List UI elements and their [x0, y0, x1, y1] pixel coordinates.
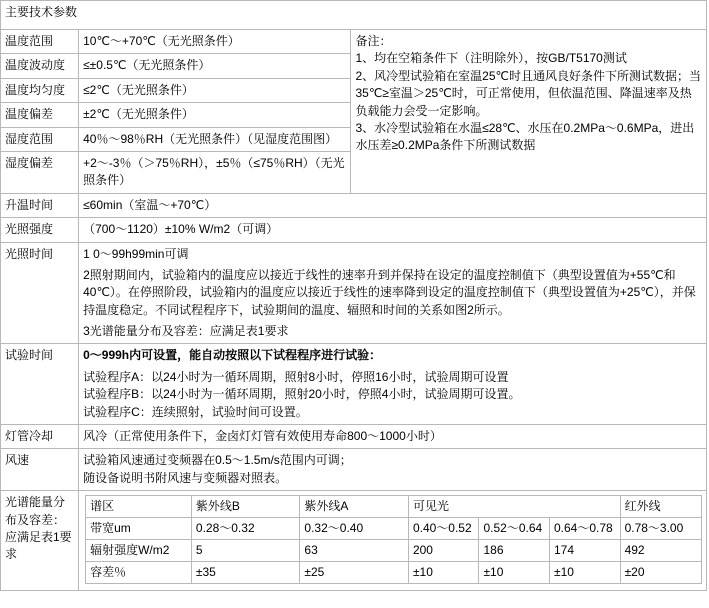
- row-value-humidity-deviation: +2～-3％（＞75％RH），±5％（≤75％RH）（无光照条件）: [79, 151, 351, 193]
- row-value-temp-deviation: ±2℃（无光照条件）: [79, 103, 351, 127]
- row-value-light-intensity: （700～1120）±10% W/m2（可调）: [79, 218, 707, 242]
- table-row: [1, 242, 707, 344]
- spectrum-header-row: [86, 496, 702, 518]
- spectrum-col-1: 紫外线B: [191, 496, 300, 518]
- light-time-p3: 3光谱能量分布及容差：应满足表1要求: [83, 324, 289, 339]
- row-value-test-time: [79, 344, 707, 425]
- table-row: [1, 344, 707, 425]
- row-value-heating-time: ≤60min（室温～+70℃）: [79, 193, 707, 217]
- table-row: [1, 218, 707, 242]
- table-row: [1, 449, 707, 491]
- row-value-temp-range: 10℃～+70℃（无光照条件）: [79, 30, 351, 54]
- spectrum-cell-2-0: ±35: [191, 562, 300, 584]
- note-line-3: 3、水冷型试验箱在水温≤28℃、水压在0.2MPa～0.6MPa，进出水压差≥0.2MPa条件下所测试数据: [355, 120, 695, 153]
- test-time-line-2: 试验程序B：以24小时为一循环周期，照射20小时，停照4小时，试验周期可设置。: [83, 387, 521, 402]
- test-time-line-3: 试验程序C：连续照射，试验时间可设置。: [83, 404, 308, 419]
- row-label-temp-fluctuation: 温度波动度: [1, 54, 79, 78]
- row-value-light-time: [79, 242, 707, 344]
- table-row: [1, 425, 707, 449]
- row-label-spectrum: 光谱能量分布及容差：应满足表1要求: [1, 491, 79, 591]
- spectrum-row-name-0: 带宽um: [86, 518, 192, 540]
- row-label-heating-time: 升温时间: [1, 193, 79, 217]
- spectrum-cell-0-3: 0.52～0.64: [479, 518, 550, 540]
- spectrum-cell-0-2: 0.40～0.52: [408, 518, 479, 540]
- spectrum-row: [86, 518, 702, 540]
- note-line-1: 1、均在空箱条件下（注明除外），按GB/T5170测试: [355, 51, 627, 66]
- table-row: [1, 30, 707, 54]
- page-title: 主要技术参数: [1, 1, 707, 30]
- row-value-wind-speed: [79, 449, 707, 491]
- spectrum-cell-1-5: 492: [620, 540, 701, 562]
- note-line-2: 2、风冷型试验箱在室温25℃时且通风良好条件下所测试数据；当35℃≥室温＞25℃时，可正常使用，但依温范围、降温速率及热负载能力会受一定影响。: [355, 68, 701, 118]
- wind-speed-line-2: 随设备说明书附风速与变频器对照表。: [83, 470, 288, 485]
- spectrum-table: [85, 495, 702, 584]
- row-value-temp-fluctuation: ≤±0.5℃（无光照条件）: [79, 54, 351, 78]
- row-label-humidity-range: 湿度范围: [1, 127, 79, 151]
- row-value-spectrum: [79, 491, 707, 591]
- row-label-wind-speed: 风速: [1, 449, 79, 491]
- row-label-test-time: 试验时间: [1, 344, 79, 425]
- spectrum-col-0: 谱区: [86, 496, 192, 518]
- spectrum-col-2: 紫外线A: [300, 496, 409, 518]
- table-row: [1, 491, 707, 591]
- table-row: [1, 1, 707, 30]
- table-row: [1, 193, 707, 217]
- row-label-light-intensity: 光照强度: [1, 218, 79, 242]
- spectrum-cell-0-1: 0.32～0.40: [300, 518, 409, 540]
- spectrum-row: [86, 562, 702, 584]
- spectrum-row: [86, 540, 702, 562]
- light-time-p1: 1 0～99h99min可调: [83, 246, 189, 261]
- row-label-temp-deviation: 温度偏差: [1, 103, 79, 127]
- wind-speed-line-1: 试验箱风速通过变频器在0.5～1.5m/s范围内可调；: [83, 453, 352, 468]
- row-label-humidity-deviation: 湿度偏差: [1, 151, 79, 193]
- spectrum-cell-0-0: 0.28～0.32: [191, 518, 300, 540]
- spectrum-cell-2-3: ±10: [479, 562, 550, 584]
- spectrum-cell-2-4: ±10: [550, 562, 621, 584]
- row-label-light-time: 光照时间: [1, 242, 79, 344]
- spectrum-cell-1-4: 174: [550, 540, 621, 562]
- row-label-temp-uniformity: 温度均匀度: [1, 78, 79, 102]
- spectrum-cell-2-5: ±20: [620, 562, 701, 584]
- spectrum-cell-1-0: 5: [191, 540, 300, 562]
- row-value-lamp-cooling: 风冷（正常使用条件下，金卤灯灯管有效使用寿命800～1000小时）: [79, 425, 707, 449]
- test-time-line-1: 试验程序A：以24小时为一循环周期，照射8小时，停照16小时，试验周期可设置: [83, 369, 509, 384]
- row-value-temp-uniformity: ≤2℃（无光照条件）: [79, 78, 351, 102]
- spectrum-col-6: 红外线: [620, 496, 701, 518]
- spectrum-cell-0-4: 0.64～0.78: [550, 518, 621, 540]
- light-time-p2: 2照射期间内，试验箱内的温度应以接近于线性的速率升到并保持在设定的温度控制值下（典型设置值为+55℃和40℃）。在停照阶段，试验箱内的温度应以接近于线性的速率降到设定的温度控制值下（典型设置值为+25℃），并保持温度稳定。不同试程程序下，试验期间的温度、辐照和时间的关系如图2所示。: [83, 267, 696, 317]
- note-cell: [351, 30, 707, 194]
- test-time-head: 0～999h内可设置，能自动按照以下试程程序进行试验：: [83, 348, 382, 363]
- spectrum-cell-1-1: 63: [300, 540, 409, 562]
- row-label-temp-range: 温度范围: [1, 30, 79, 54]
- spectrum-cell-1-2: 200: [408, 540, 479, 562]
- spectrum-cell-1-3: 186: [479, 540, 550, 562]
- spectrum-col-3: 可见光: [408, 496, 620, 518]
- row-value-humidity-range: 40％～98％RH（无光照条件）（见湿度范围图）: [79, 127, 351, 151]
- spectrum-cell-2-2: ±10: [408, 562, 479, 584]
- spectrum-row-name-2: 容差％: [86, 562, 192, 584]
- spectrum-row-name-1: 辐射强度W/m2: [86, 540, 192, 562]
- spectrum-cell-2-1: ±25: [300, 562, 409, 584]
- spectrum-cell-0-5: 0.78～3.00: [620, 518, 701, 540]
- note-title: 备注：: [355, 34, 392, 48]
- row-label-lamp-cooling: 灯管冷却: [1, 425, 79, 449]
